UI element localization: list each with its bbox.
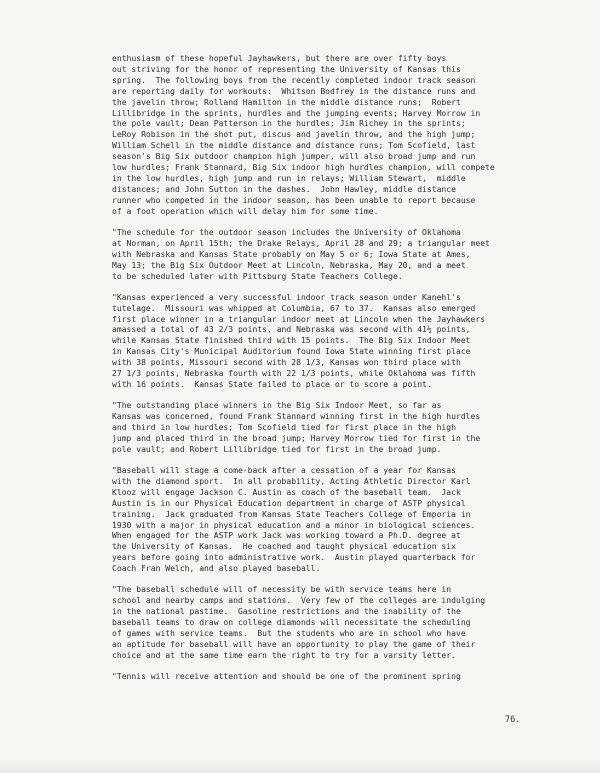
paragraph-place-winners: "The outstanding place winners in the Big Six Indoor Meet, so far as Kansas was concerned, found Frank Stannard winning first in the high hurdles and third in low hurdles; Tom Scofield tied for first place in the high jump and placed third in the broad jump; Harvey Morrow tied for first in the pole vault; and Robert Lillibridge tied for first in the broad jump.: [112, 401, 481, 454]
paragraph-tennis: "Tennis will receive attention and should be one of the prominent spring: [112, 672, 461, 681]
page-number: 76.: [505, 715, 521, 725]
paragraph-outdoor-schedule: "The schedule for the outdoor season includes the University of Oklahoma at Norman, on April 15th; the Drake Relays, April 28 and 29; a triangular meet with Nebraska and Kansas State probably on May 5 or 6; Iowa State at Ames, May 13; the Big Six Outdoor Meet at Lincoln, Nebraska, May 20, and a meet to be scheduled later with Pittsburg State Teachers College.: [112, 227, 490, 281]
body-text: [112, 54, 552, 693]
paragraph-baseball-coach: "Baseball will stage a come-back after a cessation of a year for Kansas with the diamond sport. In all probability, Acting Athletic Director Karl Klooz will engage Jackson C. Austin as coach of the baseball team. Jack Austin is in our Physical Education department in charge of ASTP physical training. Jack graduated from Kansas State Teachers College of Emporia in 1930 with a major in physical education and a minor in biological sciences. When engaged for the ASTP work Jack was working toward a Ph.D. degree at the University of Kansas. He coached and taught physical education six years before going into administrative work. Austin played quarterback for Coach Fran Welch, and also played baseball.: [112, 466, 476, 574]
paragraph-indoor-season: "Kansas experienced a very successful indoor track season under Kanehl's tutelage. Missouri was whipped at Columbia, 67 to 37. Kansas also emerged first place winner in a triangular indoor meet at Lincoln when the Jayhawkers amassed a total of 43 2/3 points, and Nebraska was second with 41½ points, while Kansas State finished third with 15 points. The Big Six Indoor Meet in Kansas City's Municipal Auditorium found Iowa State winning first place with 38 points, Missouri second with 28 1/3, Kansas won third place with 27 1/3 points, Nebraska fourth with 22 1/3 points, while Oklahoma was fifth with 16 points. Kansas State failed to place or to score a point.: [112, 292, 486, 389]
paragraph-baseball-schedule: "The baseball schedule will of necessity be with service teams here in school and nearby camps and stations. Very few of the colleges are indulging in the national pastime. Gasoline restrictions and the inability of the baseball teams to draw on college diamonds will necessitate the scheduling of games with service teams. But the students who are in school who have an aptitude for baseball will have an opportunity to play the game of their choice and at the same time earn the right to try for a varsity letter.: [112, 585, 486, 660]
paragraph-track-roster: enthusiasm of these hopeful Jayhawkers, but there are over fifty boys out striving for the honor of representing the University of Kansas this spring. The following boys from the recently completed indoor track season are reporting daily for workouts: Whitson Bodfrey in the distance runs and the javelin throw; Rolland Hamilton in the middle distance runs; Robert Lillibridge in the sprints, hurdles and the jumping events; Harvey Morrow in the pole vault; Dean Patterson in the hurdles; Jim Richey in the sprints; LeRoy Robison in the shot put, discus and javelin throw, and the high jump; William Schell in the middle distance and distance runs; Tom Scofield, last season's Big Six outdoor champion high jumper, will also broad jump and run low hurdles; Frank Stannard, Big Six indoor high hurdles champion, will compete in the low hurdles, high jump and run in relays; William Stewart, middle distances; and John Sutton in the dashes. John Hawley, middle distance runner who competed in the indoor season, has been unable to report because of a foot operation which will delay him for some time.: [112, 54, 495, 216]
